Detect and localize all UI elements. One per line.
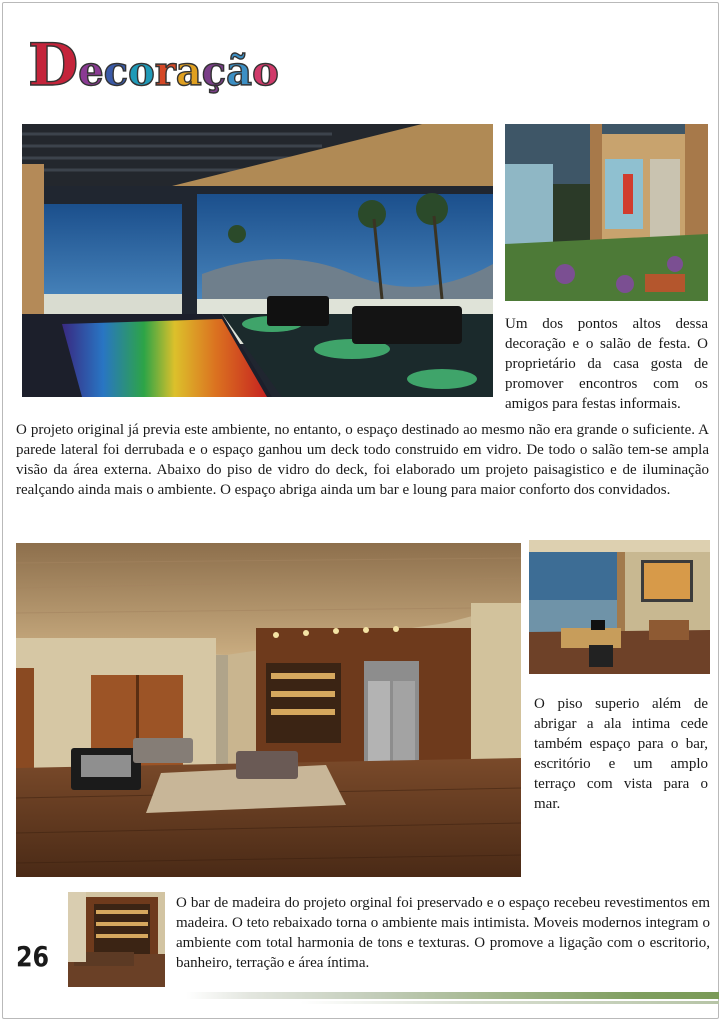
office-photo	[529, 540, 710, 674]
caption-wooden-bar: O bar de madeira do projeto orginal foi preservado e o espaço recebeu revestimentos em madeira. O teto rebaixado torna o ambiente mais intimista. Moveis modernos integram o ambiente com total harmonia de tons e texturas. O promove a ligação com o escritorio, banheiro, terração e área íntima.	[176, 895, 710, 971]
page-title	[28, 30, 279, 99]
title-letter: D	[28, 31, 79, 99]
caption-party-hall: Um dos pontos altos dessa decoração e o salão de festa. O proprietário da casa gosta de promover encontros com os amigos para festas informais.	[505, 316, 708, 412]
lounge-bar-photo	[16, 543, 521, 877]
body-paragraph: O projeto original já previa este ambiente, no entanto, o espaço destinado ao mesmo não era grande o suficiente. A parede lateral foi derrubada e o espaço ganhou um deck todo construido em vidro. De todo o salão tem-se ampla visão da área externa. Abaixo do piso de vidro do deck, foi elaborado um projeto paisagistico e de iluminação realçando ainda mais o ambiente. O espaço abriga ainda um bar e loung para maior conforto dos convidados.	[16, 422, 709, 498]
title-letter: a	[175, 48, 202, 95]
wooden-bar-photo	[68, 892, 165, 987]
title-letter: o	[252, 48, 279, 95]
exterior-photo	[505, 124, 708, 301]
title-letter: ç	[201, 48, 227, 95]
title-letter: c	[103, 48, 129, 95]
footer-accent-line	[300, 1001, 719, 1004]
title-letter: o	[128, 48, 155, 95]
title-letter: ã	[226, 48, 253, 95]
caption-upper-floor: O piso superio além de abrigar a ala intima cede também espaço para o bar, escritório e um amplo terraço com vista para o mar.	[534, 696, 708, 812]
title-letter: r	[154, 48, 176, 95]
footer-accent-bar	[186, 992, 719, 999]
party-hall-photo	[22, 124, 493, 397]
page-number: 26	[16, 940, 50, 973]
title-letter: e	[78, 48, 104, 95]
